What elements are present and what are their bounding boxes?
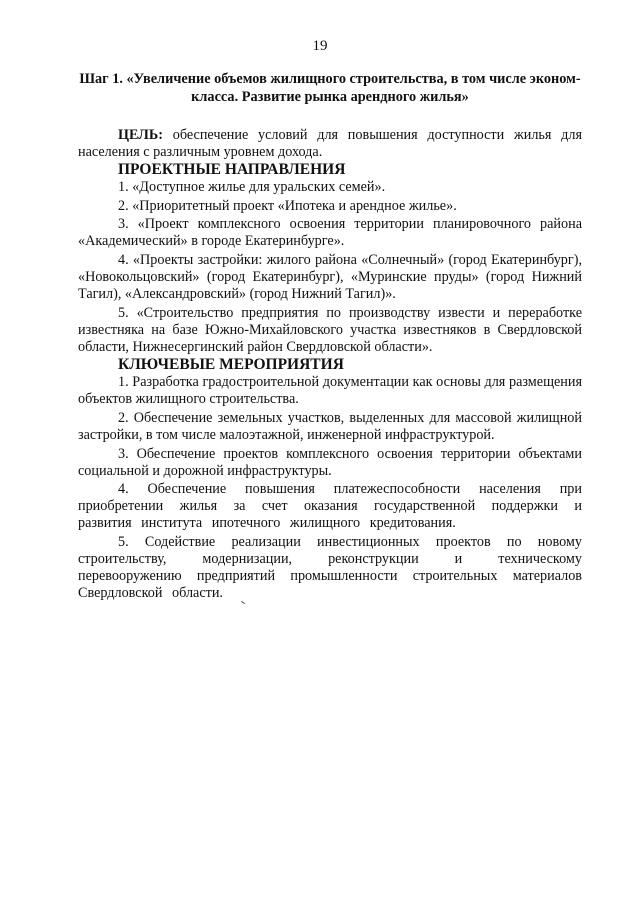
goal-label: ЦЕЛЬ: xyxy=(118,127,163,143)
goal-paragraph xyxy=(78,127,582,161)
key-measure-item: 2. Обеспечение земельных участков, выделенных для массовой жилищной застройки, в том числе малоэтажной, инженерной инфраструктурой. xyxy=(78,409,582,443)
project-direction-item: 3. «Проект комплексного освоения территории планировочного района «Академический» в городе Екатеринбурге». xyxy=(78,216,582,250)
project-directions-heading: ПРОЕКТНЫЕ НАПРАВЛЕНИЯ xyxy=(118,161,346,179)
project-direction-item: 4. «Проекты застройки: жилого района «Солнечный» (город Екатеринбург), «Новокольцовский» (город Екатеринбург), «Муринские пруды» (город Нижний Тагил), «Александровский» (город Нижний Тагил)». xyxy=(78,252,582,303)
page-number: 19 xyxy=(312,38,328,54)
key-measure-item: 1. Разработка градостроительной документации как основы для размещения объектов жилищного строительства. xyxy=(78,374,582,408)
key-measure-item: 3. Обеспечение проектов комплексного освоения территории объектами социальной и дорожной инфраструктуры. xyxy=(78,445,582,479)
goal-text: обеспечение условий для повышения доступности жилья для населения с различным уровнем дохода. xyxy=(78,127,582,161)
document-title: Шаг 1. «Увеличение объемов жилищного строительства, в том числе эконом-класса. Развитие рынка арендного жилья» xyxy=(79,71,581,105)
key-measures-heading: КЛЮЧЕВЫЕ МЕРОПРИЯТИЯ xyxy=(118,356,344,374)
document-body xyxy=(78,127,582,602)
project-direction-item: 2. «Приоритетный проект «Ипотека и арендное жилье». xyxy=(118,197,457,214)
project-direction-item: 1. «Доступное жилье для уральских семей». xyxy=(118,179,386,196)
key-measure-item: 4. Обеспечение повышения платежеспособности населения при приобретении жилья за счет оказания государственной поддержки и развития института ипотечного жилищного кредитования. xyxy=(78,481,582,532)
key-measure-item: 5. Содействие реализации инвестиционных проектов по новому строительству, модернизации, реконструкции и техническому перевооружению предприятий промышленности строительных материалов Свердловской области. xyxy=(78,533,582,602)
project-direction-item: 5. «Строительство предприятия по производству извести и переработке известняка на базе Южно-Михайловского участка известняков в Свердловской области, Нижнесергинский район Свердловской области». xyxy=(78,304,582,356)
